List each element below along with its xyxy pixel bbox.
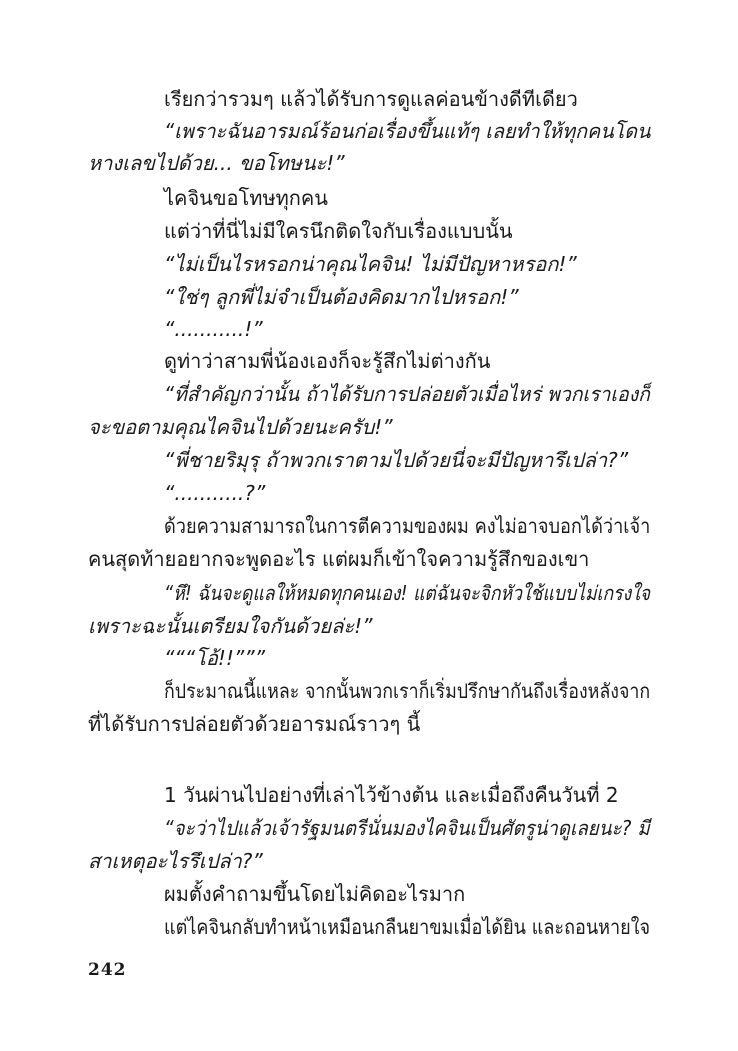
dialogue-line: สาเหตุอะไรรึเปล่า?” xyxy=(88,849,263,873)
dialogue-line: “พี่ชายริมุรุ ถ้าพวกเราตามไปด้วยนี่จะมีปัญหารึเปล่า?” xyxy=(164,448,629,472)
dialogue-line: เพราะฉะนั้นเตรียมใจกันด้วยล่ะ!” xyxy=(88,614,373,638)
text-line: ด้วยความสามารถในการตีความของผม คงไม่อาจบอกได้ว่าเจ้า xyxy=(164,514,651,538)
dialogue-line: หางเลขไปด้วย... ขอโทษนะ!” xyxy=(88,151,345,175)
dialogue-line: “จะว่าไปแล้วเจ้ารัฐมนตรีนั่นมองไคจินเป็นศัตรูน่าดูเลยนะ? มี xyxy=(164,816,650,840)
text-line: ดูท่าว่าสามพี่น้องเองก็จะรู้สึกไม่ต่างกัน xyxy=(164,349,491,373)
text-line: ก็ประมาณนี้แหละ จากนั้นพวกเราก็เริ่มปรึกษากันถึงเรื่องหลังจาก xyxy=(164,679,651,703)
page-number: 242 xyxy=(88,960,127,980)
dialogue-line: “ใช่ๆ ลูกพี่ไม่จำเป็นต้องคิดมากไปหรอก!” xyxy=(164,285,519,309)
dialogue-line: “...........?” xyxy=(164,481,266,505)
text-line: คนสุดท้ายอยากจะพูดอะไร แต่ผมก็เข้าใจความรู้สึกของเขา xyxy=(88,547,590,571)
text-line: ไคจินขอโทษทุกคน xyxy=(164,186,328,210)
text-line: ที่ได้รับการปล่อยตัวด้วยอารมณ์ราวๆ นี้ xyxy=(88,712,421,736)
text-line: แต่ว่าที่นี่ไม่มีใครนึกติดใจกับเรื่องแบบนั้น xyxy=(164,219,513,243)
text-line: 1 วันผ่านไปอย่างที่เล่าไว้ข้างต้น และเมื่อถึงคืนวันที่ 2 xyxy=(164,783,619,807)
dialogue-line: “““โอ้!!””” xyxy=(164,646,265,670)
text-line: แต่ไคจินกลับทำหน้าเหมือนกลืนยาขมเมื่อได้ยิน และถอนหายใจ xyxy=(164,915,651,939)
dialogue-line: “หึ! ฉันจะดูแลให้หมดทุกคนเอง! แต่ฉันจะจิกหัวใช้แบบไม่เกรงใจ xyxy=(164,581,651,605)
dialogue-line: “ที่สำคัญกว่านั้น ถ้าได้รับการปล่อยตัวเมื่อไหร่ พวกเราเองก็ xyxy=(164,382,650,406)
dialogue-line: “...........!” xyxy=(164,317,263,341)
dialogue-line: “เพราะฉันอารมณ์ร้อนก่อเรื่องขึ้นแท้ๆ เลยทำให้ทุกคนโดน xyxy=(164,119,651,143)
dialogue-line: “ไม่เป็นไรหรอกน่าคุณไคจิน! ไม่มีปัญหาหรอก!” xyxy=(164,252,577,276)
dialogue-line: จะขอตามคุณไคจินไปด้วยนะครับ!” xyxy=(88,415,393,439)
text-line: ผมตั้งคำถามขึ้นโดยไม่คิดอะไรมาก xyxy=(164,882,466,906)
text-line: เรียกว่ารวมๆ แล้วได้รับการดูแลค่อนข้างดีทีเดียว xyxy=(164,87,578,111)
